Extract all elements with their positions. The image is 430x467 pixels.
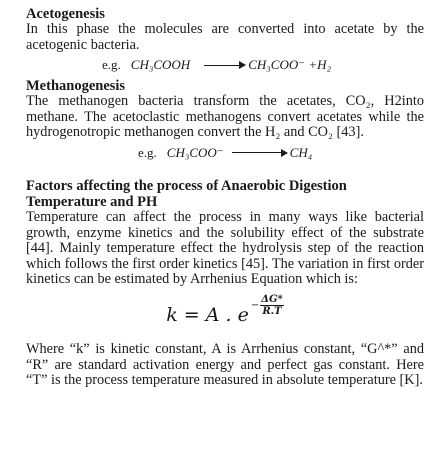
eg-label: e.g. <box>138 144 157 160</box>
acetogenesis-reaction <box>26 56 424 74</box>
section-heading-acetogenesis: Acetogenesis <box>26 6 105 22</box>
definitions-paragraph: Where “k” is kinetic constant, A is Arrhenius constant, “G^*” and “R” are standard activation energy and perfect gas constant. Here “T” is the process temperature measured in absolute temperature [K]. <box>26 340 424 389</box>
eg-label: e.g. <box>102 57 121 73</box>
subsection-heading-temperature: Temperature and PH <box>26 193 158 210</box>
equation-exponent <box>260 294 284 317</box>
temperature-paragraph: Temperature can affect the process in many ways like bacterial growth, enzyme kinetics and the solubility effect of the substrate [44]. Mainly temperature effect the hydrolysis step of the reaction which follows the first order kinetics [45]. The variation in first order kinetics can be estimated by Arrhenius Equation which is: <box>26 208 424 288</box>
reaction-reactant: CH₃COO⁻ <box>166 144 224 160</box>
exponent-sign: − <box>250 300 260 312</box>
reaction-arrow-icon <box>232 148 288 158</box>
section-heading-methanogenesis: Methanogenesis <box>26 78 126 95</box>
reaction-reactant: CH₃COOH <box>130 57 191 73</box>
arrhenius-equation <box>26 292 424 338</box>
exponent-denominator: R.T <box>262 306 282 318</box>
equation-lhs: k = A . e <box>166 303 249 326</box>
exponent-numerator: ΔG* <box>261 294 283 306</box>
acetogenesis-paragraph: In this phase the molecules are converted into acetate by the acetogenic bacteria. <box>26 21 424 53</box>
reaction-product: CH₄ <box>289 144 313 160</box>
section-heading-factors: Factors affecting the process of Anaerobic Digestion <box>26 177 347 194</box>
reaction-arrow-icon <box>204 60 246 70</box>
methanogenesis-reaction <box>26 144 424 162</box>
methanogenesis-paragraph: The methanogen bacteria transform the acetates, CO₂, H2into methane. The acetoclastic methanogens convert acetates while the hydrogenotropic methanogen convert the H₂ and CO₂ [43]. <box>26 93 424 141</box>
reaction-product: CH₃COO⁻ +H₂ <box>248 57 332 73</box>
